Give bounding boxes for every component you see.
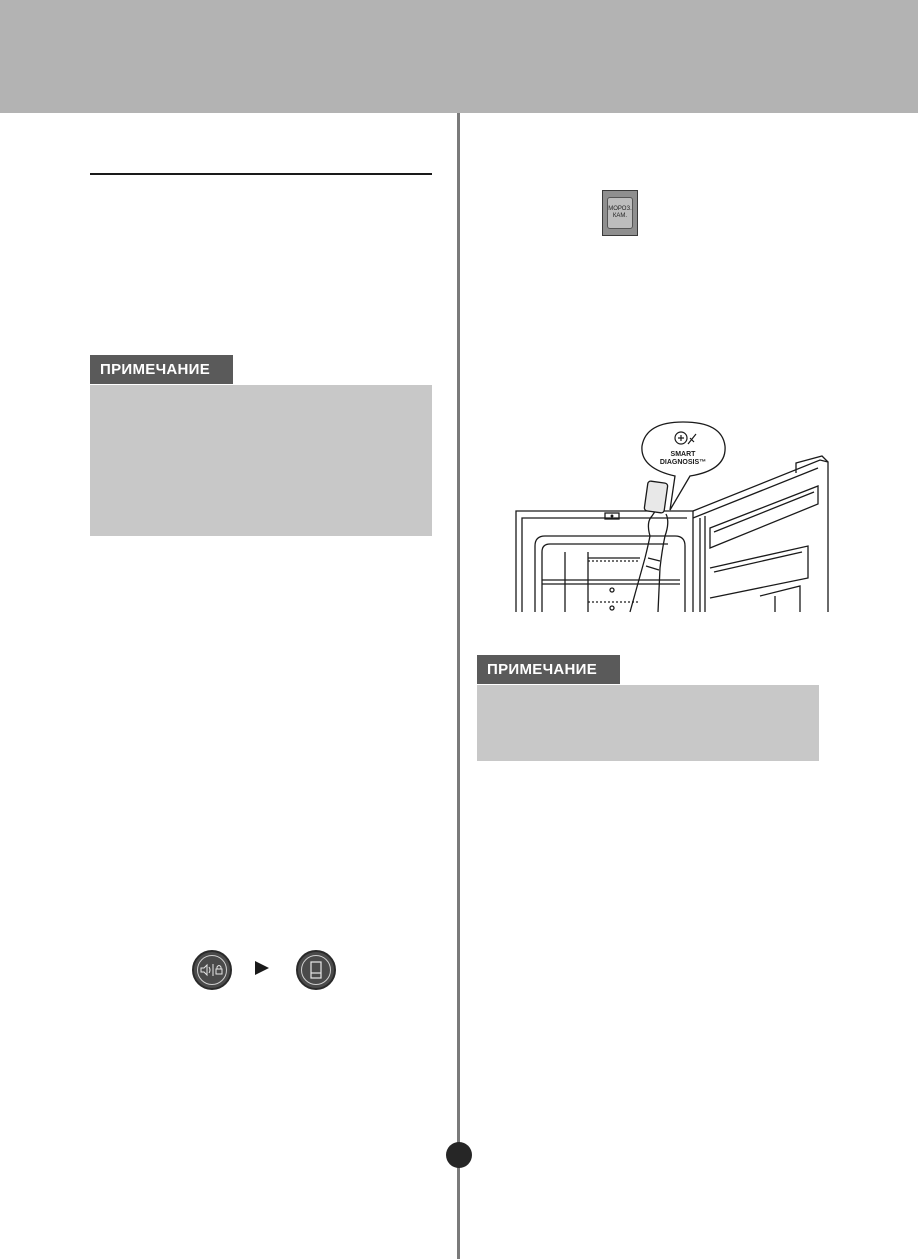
freezer-key-label-line1: МОРОЗ. — [608, 206, 632, 212]
note-label: ПРИМЕЧАНИЕ — [90, 355, 233, 384]
note-box — [477, 685, 819, 761]
smart-diagnosis-line2: DIAGNOSIS™ — [659, 459, 707, 466]
section-rule — [90, 173, 432, 175]
note-label: ПРИМЕЧАНИЕ — [477, 655, 620, 684]
smart-diagnosis-illustration — [500, 418, 835, 613]
column-divider — [457, 113, 460, 1259]
freezer-key-face — [607, 197, 633, 229]
freezer-key-label-line2: КАМ. — [612, 213, 628, 219]
sound-lock-button[interactable] — [192, 950, 232, 990]
speaker-lock-icon — [194, 952, 230, 988]
door-icon — [298, 952, 334, 988]
header-band — [0, 0, 918, 113]
play-arrow-icon — [254, 958, 270, 978]
smart-diagnosis-line1: SMART — [670, 451, 696, 458]
page-number-marker — [446, 1142, 472, 1168]
note-box — [90, 385, 432, 536]
door-button[interactable] — [296, 950, 336, 990]
freezer-key-button[interactable] — [602, 190, 638, 236]
